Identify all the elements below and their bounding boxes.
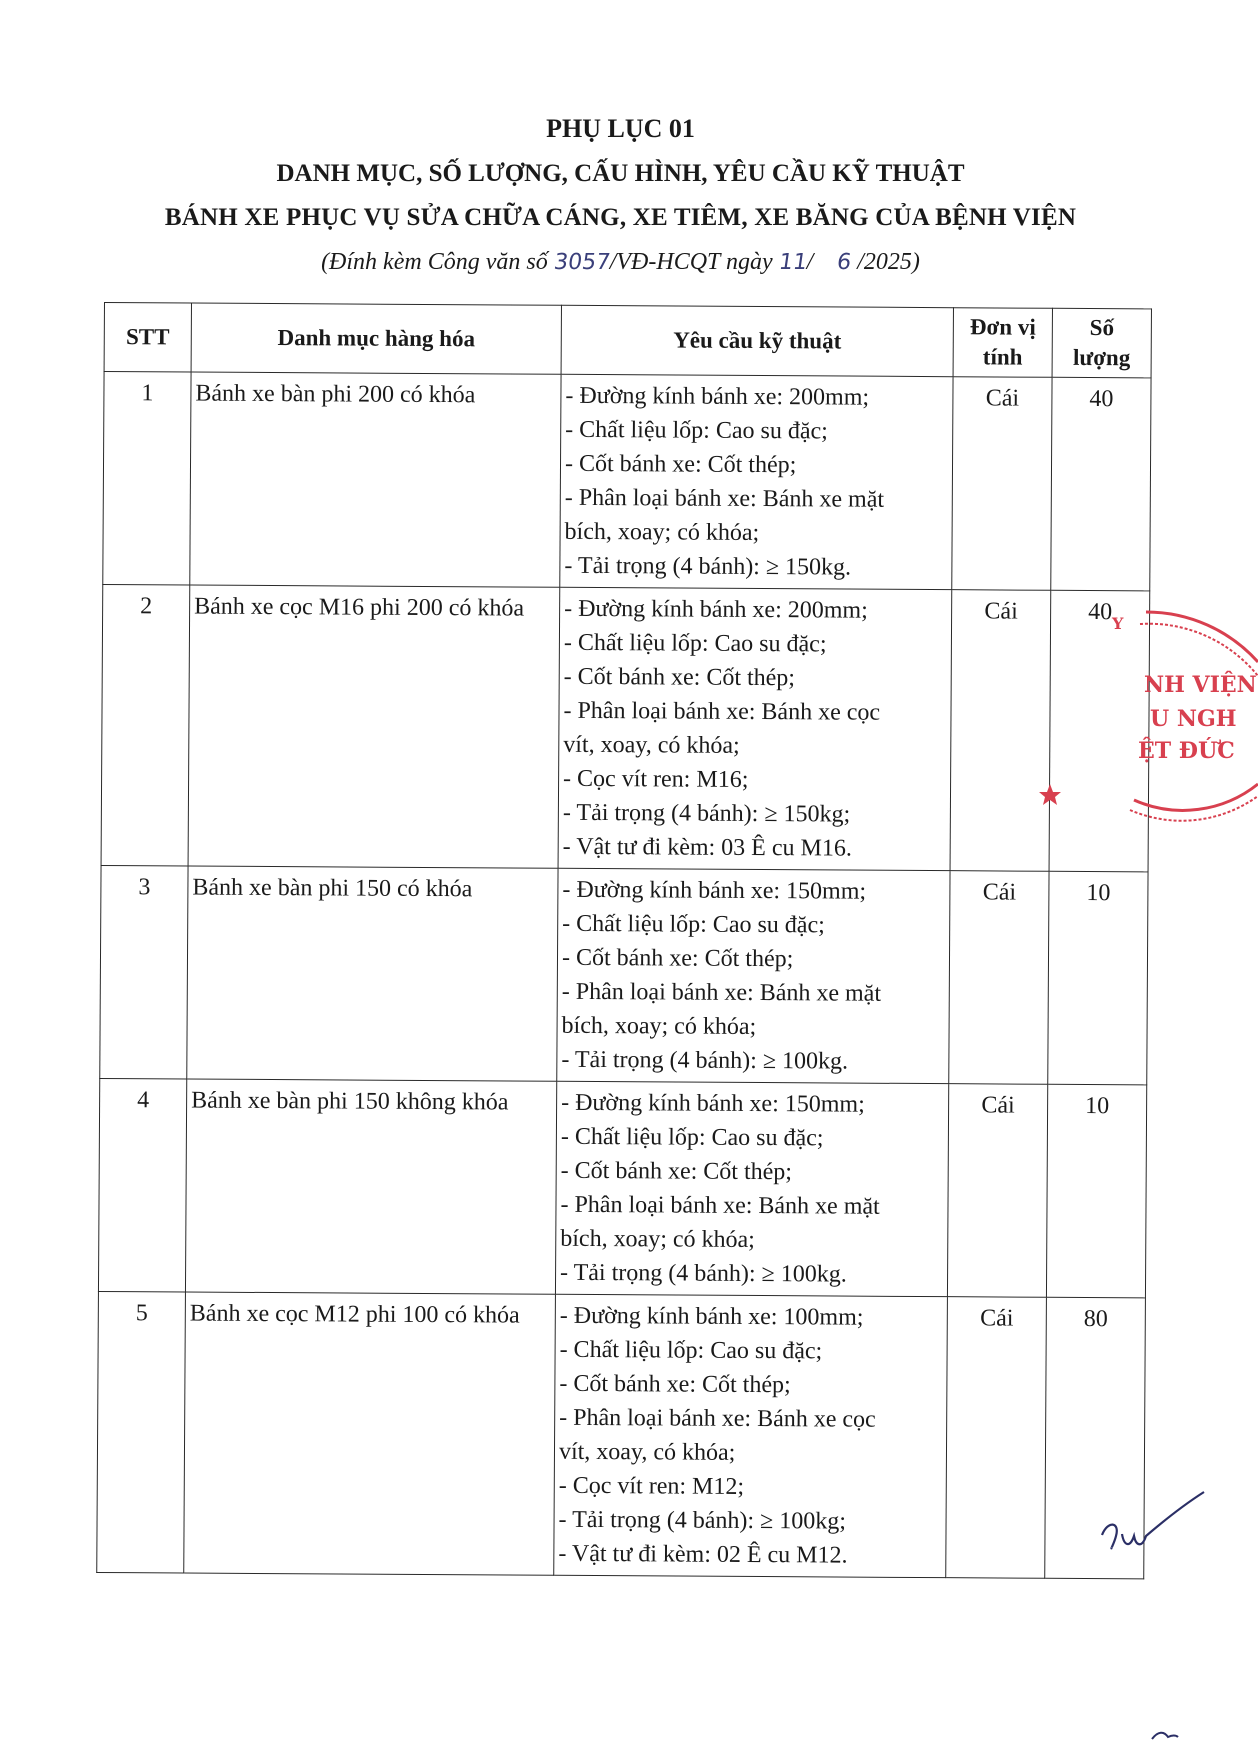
- document-subtitle-1: DANH MỤC, SỐ LƯỢNG, CẤU HÌNH, YÊU CẦU KỸ THUẬT: [276, 160, 965, 187]
- row-requirements: [558, 587, 952, 870]
- header-quantity-line-2: lượng: [1072, 344, 1131, 371]
- header-unit-line-1: Đơn vị: [969, 314, 1036, 340]
- row-stt: 1: [103, 372, 191, 586]
- requirement-line: - Cọc vít ren: M12;: [558, 1472, 745, 1500]
- table-header-row: [104, 303, 1151, 378]
- requirement-line: - Tải trọng (4 bánh): ≥ 100kg.: [559, 1259, 847, 1288]
- row-quantity: 10: [1046, 1084, 1146, 1298]
- requirement-line: - Đường kính bánh xe: 150mm;: [562, 876, 867, 905]
- header-quantity-line-1: Số: [1089, 315, 1115, 341]
- table-row: [101, 584, 1150, 871]
- stamp-text-3: U NGH: [1150, 706, 1237, 732]
- row-stt: 3: [100, 865, 188, 1079]
- requirement-line: - Phân loại bánh xe: Bánh xe cọc: [559, 1404, 876, 1433]
- handwritten-doc-number: 3057: [551, 250, 612, 275]
- row-unit: Cái: [949, 871, 1049, 1085]
- header-requirements: Yêu cầu kỹ thuật: [561, 305, 953, 376]
- row-unit: Cái: [947, 1084, 1047, 1298]
- handwritten-month: 6: [835, 250, 854, 275]
- initials-signature-icon: [1100, 1490, 1210, 1580]
- table-row: [100, 865, 1148, 1084]
- stamp-text-4: ỆT ĐỨC: [1138, 738, 1235, 764]
- requirement-line: - Phân loại bánh xe: Bánh xe mặt: [560, 1191, 880, 1220]
- row-requirements: [557, 868, 950, 1083]
- header-name: Danh mục hàng hóa: [191, 303, 561, 374]
- header-stt: STT: [104, 303, 191, 373]
- requirement-line: - Chất liệu lốp: Cao su đặc;: [559, 1336, 823, 1365]
- handwritten-day: 11: [776, 250, 809, 275]
- requirement-line: bích, xoay; có khóa;: [564, 518, 760, 547]
- row-unit: Cái: [950, 590, 1051, 872]
- requirement-line: - Đường kính bánh xe: 200mm;: [565, 382, 870, 411]
- row-stt: 2: [101, 584, 190, 866]
- row-unit: Cái: [946, 1297, 1047, 1579]
- requirement-line: - Chất liệu lốp: Cao su đặc;: [562, 910, 825, 939]
- row-quantity: 80: [1045, 1297, 1146, 1579]
- requirement-line: - Đường kính bánh xe: 100mm;: [559, 1302, 864, 1331]
- row-item-name: Bánh xe bàn phi 200 có khóa: [190, 372, 561, 587]
- requirement-line: - Tải trọng (4 bánh): ≥ 150kg;: [562, 799, 851, 828]
- requirement-line: - Tải trọng (4 bánh): ≥ 150kg.: [564, 552, 852, 581]
- requirement-line: - Tải trọng (4 bánh): ≥ 100kg;: [558, 1506, 846, 1535]
- row-quantity: 40: [1049, 590, 1150, 872]
- requirement-line: - Vật tư đi kèm: 02 Ê cu M12.: [558, 1540, 848, 1569]
- row-item-name: Bánh xe cọc M12 phi 100 có khóa: [184, 1292, 556, 1575]
- header-unit-line-2: tính: [982, 344, 1023, 370]
- goods-table: [96, 302, 1152, 1579]
- document-subtitle-2: BÁNH XE PHỤC VỤ SỬA CHỮA CÁNG, XE TIÊM, XE BĂNG CỦA BỆNH VIỆN: [164, 204, 1077, 231]
- requirement-line: - Chất liệu lốp: Cao su đặc;: [560, 1123, 824, 1152]
- requirement-line: - Cọc vít ren: M16;: [563, 765, 749, 793]
- table-row: [98, 1078, 1146, 1297]
- page-title: PHỤ LỤC 01: [546, 114, 695, 143]
- attachment-prefix: (Đính kèm Công văn số: [321, 249, 554, 275]
- requirement-line: - Đường kính bánh xe: 150mm;: [561, 1089, 865, 1118]
- attachment-suffix: /2025): [851, 249, 920, 275]
- attachment-mid: /VĐ-HCQT ngày: [609, 249, 779, 275]
- row-item-name: Bánh xe bàn phi 150 có khóa: [187, 866, 558, 1081]
- row-item-name: Bánh xe cọc M16 phi 200 có khóa: [188, 585, 560, 868]
- requirement-line: - Phân loại bánh xe: Bánh xe cọc: [563, 697, 881, 726]
- row-item-name: Bánh xe bàn phi 150 không khóa: [185, 1079, 556, 1294]
- header-quantity: [1052, 308, 1151, 378]
- row-stt: 5: [97, 1291, 186, 1573]
- stamp-ring-icon: [1138, 672, 1258, 892]
- requirement-line: - Chất liệu lốp: Cao su đặc;: [563, 629, 827, 658]
- requirement-line: - Cốt bánh xe: Cốt thép;: [561, 944, 794, 973]
- table-row: [103, 372, 1151, 591]
- row-requirements: [555, 1081, 948, 1296]
- row-stt: 4: [98, 1078, 186, 1292]
- requirement-line: - Phân loại bánh xe: Bánh xe mặt: [564, 484, 885, 513]
- requirement-line: - Đường kính bánh xe: 200mm;: [564, 595, 868, 624]
- table-row: [97, 1291, 1146, 1578]
- requirement-line: - Cốt bánh xe: Cốt thép;: [563, 663, 796, 692]
- requirement-line: - Tải trọng (4 bánh): ≥ 100kg.: [561, 1046, 849, 1075]
- row-unit: Cái: [952, 377, 1052, 591]
- requirement-line: - Cốt bánh xe: Cốt thép;: [560, 1157, 793, 1186]
- requirement-line: bích, xoay; có khóa;: [560, 1225, 755, 1253]
- corner-mark-icon: [1150, 1725, 1180, 1745]
- stamp-text-2: NH VIỆN: [1144, 672, 1257, 698]
- stamp-text-1: Y: [1112, 614, 1124, 633]
- requirement-line: - Vật tư đi kèm: 03 Ê cu M16.: [562, 833, 852, 862]
- row-requirements: [554, 1294, 948, 1577]
- date-separator: /: [806, 249, 820, 275]
- requirement-line: - Chất liệu lốp: Cao su đặc;: [565, 416, 828, 445]
- attachment-note: [0, 249, 1241, 276]
- requirement-line: - Cốt bánh xe: Cốt thép;: [559, 1370, 791, 1399]
- row-quantity: 10: [1048, 871, 1148, 1085]
- requirement-line: - Cốt bánh xe: Cốt thép;: [564, 450, 797, 479]
- red-stamp: [1112, 614, 1258, 892]
- requirement-line: vít, xoay, có khóa;: [563, 731, 740, 759]
- requirement-line: bích, xoay; có khóa;: [561, 1012, 757, 1040]
- header-unit: [953, 308, 1052, 378]
- requirement-line: - Phân loại bánh xe: Bánh xe mặt: [561, 978, 882, 1007]
- requirement-line: vít, xoay, có khóa;: [558, 1438, 736, 1466]
- row-quantity: 40: [1051, 377, 1151, 591]
- row-requirements: [560, 374, 953, 589]
